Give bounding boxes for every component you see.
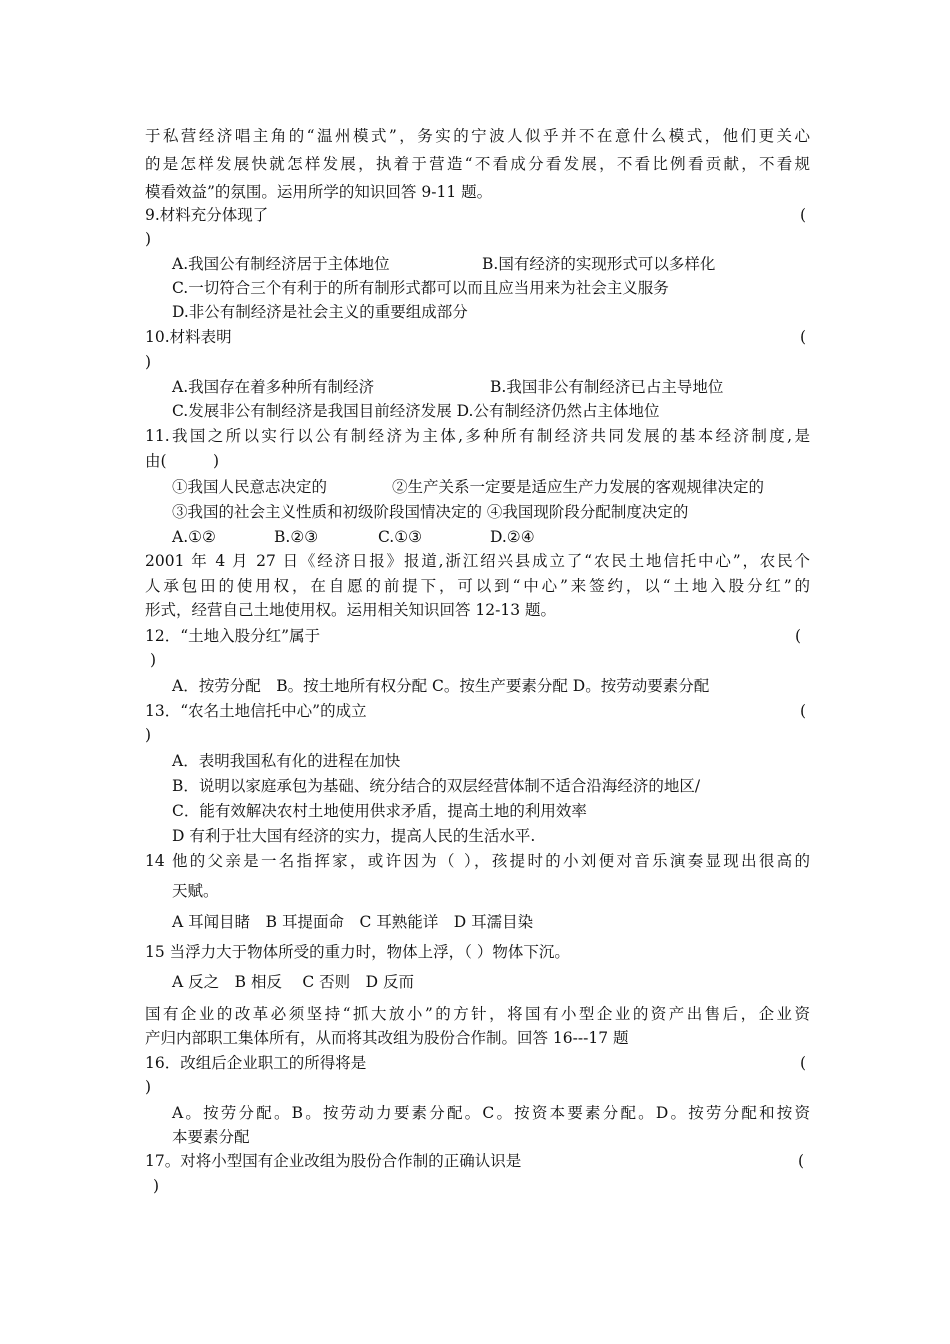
q17-open-paren: (: [798, 1152, 805, 1170]
q10-stem: 10.材料表明: [145, 328, 232, 346]
q14-stem-line1: 14 他的父亲是一名指挥家，或许因为（ ），孩提时的小刘便对音乐演奏显现出很高的: [145, 852, 810, 870]
material2-line3: 形式，经营自己土地使用权。运用相关知识回答 12-13 题。: [145, 601, 557, 619]
q11-option-3-4: ③我国的社会主义性质和初级阶段国情决定的 ④我国现阶段分配制度决定的: [172, 503, 689, 521]
q11-stem-line2: 由( ): [145, 452, 220, 470]
q13-stem: 13．“农名土地信托中心”的成立: [145, 702, 367, 720]
q15-stem: 15 当浮力大于物体所受的重力时，物体上浮，（ ）物体下沉。: [145, 943, 570, 961]
q10-close-paren: ): [145, 353, 152, 371]
q9-stem: 9.材料充分体现了: [145, 206, 269, 224]
q11-answer-a: A.①②: [172, 528, 216, 546]
q13-option-d: D 有利于壮大国有经济的实力，提高人民的生活水平.: [172, 827, 536, 845]
q9-option-b: B.国有经济的实现形式可以多样化: [482, 255, 716, 273]
q13-option-a: A．表明我国私有化的进程在加快: [172, 752, 401, 770]
q9-open-paren: (: [800, 206, 807, 224]
q9-option-d: D.非公有制经济是社会主义的重要组成部分: [172, 303, 468, 321]
q10-option-b: B.我国非公有制经济已占主导地位: [490, 378, 724, 396]
material2-line2: 人承包田的使用权，在自愿的前提下，可以到“中心”来签约，以“土地入股分红”的: [145, 577, 810, 595]
q11-option-1: ①我国人民意志决定的: [172, 478, 328, 496]
q16-stem: 16．改组后企业职工的所得将是: [145, 1054, 367, 1072]
q16-options-line2: 本要素分配: [172, 1128, 250, 1146]
q13-option-b: B．说明以家庭承包为基础、统分结合的双层经营体制不适合沿海经济的地区/: [172, 777, 701, 795]
q10-open-paren: (: [800, 328, 807, 346]
q16-open-paren: (: [800, 1054, 807, 1072]
q17-stem: 17。对将小型国有企业改组为股份合作制的正确认识是: [145, 1152, 522, 1170]
q15-options: A 反之 B 相反 C 否则 D 反而: [172, 973, 415, 991]
material1-line1: 于私营经济唱主角的“温州模式”，务实的宁波人似乎并不在意什么模式，他们更关心: [145, 127, 810, 145]
q17-close-paren: ): [153, 1177, 160, 1195]
q14-options: A 耳闻目睹 B 耳提面命 C 耳熟能详 D 耳濡目染: [172, 913, 534, 931]
q9-close-paren: ): [145, 230, 152, 248]
q10-option-a: A.我国存在着多种所有制经济: [172, 378, 375, 396]
q10-option-c-d: C.发展非公有制经济是我国目前经济发展 D.公有制经济仍然占主体地位: [172, 402, 660, 420]
q9-option-a-text: A.我国公有制经济居于主体地位: [172, 255, 390, 273]
q12-stem: 12．“土地入股分红”属于: [145, 627, 321, 645]
q13-open-paren: (: [800, 702, 807, 720]
q9-option-c: C.一切符合三个有利于的所有制形式都可以而且应当用来为社会主义服务: [172, 279, 669, 297]
material1-line2: 的是怎样发展快就怎样发展，执着于营造“不看成分看发展，不看比例看贡献，不看规: [145, 155, 810, 173]
q11-stem-line1: 11.我国之所以实行以公有制经济为主体,多种所有制经济共同发展的基本经济制度,是: [145, 427, 810, 445]
q13-option-c: C．能有效解决农村土地使用供求矛盾，提高土地的利用效率: [172, 802, 587, 820]
q16-close-paren: ): [145, 1078, 152, 1096]
material3-line1: 国有企业的改革必须坚持“抓大放小”的方针，将国有小型企业的资产出售后，企业资: [145, 1005, 810, 1023]
material1-line3: 模看效益”的氛围。运用所学的知识回答 9-11 题。: [145, 183, 493, 201]
q12-options: A．按劳分配 B。按土地所有权分配 C。按生产要素分配 D。按劳动要素分配: [172, 677, 710, 695]
q12-open-paren: (: [795, 627, 802, 645]
material3-line2: 产归内部职工集体所有，从而将其改组为股份合作制。回答 16---17 题: [145, 1029, 629, 1047]
q13-close-paren: ): [145, 726, 152, 744]
q11-answer-b: B.②③: [274, 528, 319, 546]
q11-option-2: ②生产关系一定要是适应生产力发展的客观规律决定的: [392, 478, 765, 496]
q11-answer-d: D.②④: [490, 528, 535, 546]
q16-options-line1: A。按劳分配。B。按劳动力要素分配。C。按资本要素分配。D。按劳分配和按资: [172, 1104, 810, 1122]
q14-stem-line2: 天赋。: [172, 882, 219, 900]
material2-line1: 2001 年 4 月 27 日《经济日报》报道,浙江绍兴县成立了“农民土地信托中心”，农民个: [145, 552, 810, 570]
q11-answer-c: C.①③: [378, 528, 423, 546]
q12-close-paren: ): [150, 651, 157, 669]
